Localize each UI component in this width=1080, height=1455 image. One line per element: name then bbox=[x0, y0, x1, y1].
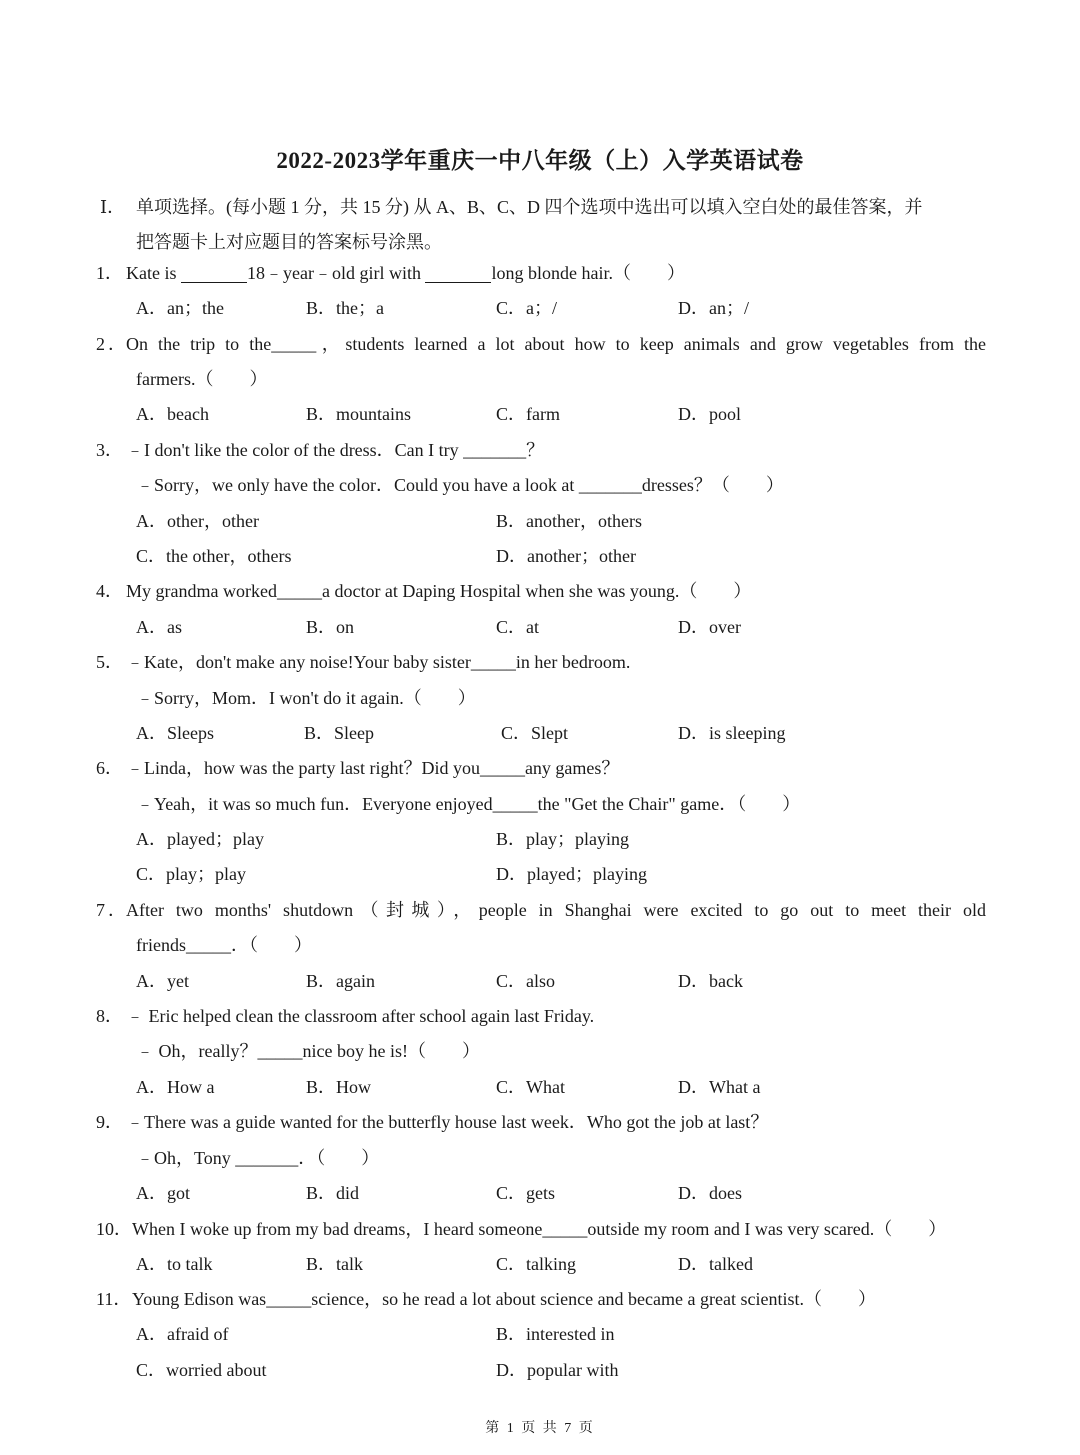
option-c: C．What bbox=[496, 1077, 565, 1097]
question-text: After two months' shutdown（封城），people in Shanghai were excited to go out to meet their old bbox=[126, 900, 986, 920]
question-continuation: ﹣Sorry，Mom．I won't do it again.（ ） bbox=[136, 688, 476, 708]
option-d: D．an；/ bbox=[678, 298, 749, 318]
page-title: 2022-2023学年重庆一中八年级（上）入学英语试卷 bbox=[276, 148, 804, 173]
question-number: 11． bbox=[96, 1289, 132, 1309]
question-text: ﹣ Eric helped clean the classroom after school again last Friday. bbox=[126, 1006, 595, 1026]
question-text: ﹣I don't like the color of the dress．Can I try _______？ bbox=[126, 440, 545, 460]
option-c: C．at bbox=[496, 617, 539, 637]
question-text: ﹣Linda，how was the party last right？Did you_____any games？ bbox=[126, 758, 620, 778]
question-10 bbox=[96, 1212, 986, 1247]
question-7 bbox=[96, 893, 986, 928]
option-b: B．mountains bbox=[306, 404, 412, 424]
question-text: long blonde hair.（ ） bbox=[491, 263, 685, 283]
question-number: 1． bbox=[96, 263, 123, 283]
question-continuation: ﹣ Oh，really？_____nice boy he is!（ ） bbox=[136, 1041, 480, 1061]
option-a: A．an；the bbox=[136, 298, 224, 318]
question-number: 7． bbox=[96, 900, 126, 920]
question-number: 2． bbox=[96, 334, 126, 354]
option-a: A．beach bbox=[136, 404, 209, 424]
question-continuation: ﹣Yeah，it was so much fun．Everyone enjoyed_____the "Get the Chair" game．（ ） bbox=[136, 794, 801, 814]
option-a: A．played；play bbox=[136, 829, 264, 849]
option-b: B．on bbox=[306, 617, 355, 637]
question-9 bbox=[96, 1105, 986, 1140]
answer-blank bbox=[181, 260, 247, 283]
option-c: C．talking bbox=[496, 1254, 576, 1274]
option-c: C．farm bbox=[496, 404, 560, 424]
question-text: Kate is bbox=[126, 263, 181, 283]
question-number: 6． bbox=[96, 758, 123, 778]
option-b: B．interested in bbox=[496, 1324, 615, 1344]
question-continuation: ﹣Oh，Tony _______．（ ） bbox=[136, 1148, 380, 1168]
option-b: B．Sleep bbox=[304, 723, 374, 743]
page-footer: 第 1 页 共 7 页 bbox=[485, 1421, 595, 1436]
question-3 bbox=[96, 433, 986, 468]
question-1 bbox=[96, 256, 986, 291]
option-d: D．played；playing bbox=[496, 864, 647, 884]
option-c: C．worried about bbox=[136, 1360, 267, 1380]
section-heading bbox=[100, 190, 990, 260]
option-a: A．as bbox=[136, 617, 182, 637]
question-text: ﹣There was a guide wanted for the butterfly house last week．Who got the job at last？ bbox=[126, 1112, 769, 1132]
option-a: A．to talk bbox=[136, 1254, 213, 1274]
option-c: C．gets bbox=[496, 1183, 556, 1203]
option-a: A．got bbox=[136, 1183, 190, 1203]
section-instruction-line2: 把答题卡上对应题目的答案标号涂黑。 bbox=[136, 232, 442, 252]
question-number: 5． bbox=[96, 652, 123, 672]
option-d: D．another；other bbox=[496, 546, 636, 566]
option-d: D．popular with bbox=[496, 1360, 619, 1380]
option-d: D．talked bbox=[678, 1254, 753, 1274]
option-b: B．talk bbox=[306, 1254, 363, 1274]
option-c: C．Slept bbox=[501, 723, 569, 743]
question-number: 4． bbox=[96, 581, 123, 601]
question-8 bbox=[96, 999, 986, 1034]
option-d: D．back bbox=[678, 971, 743, 991]
option-b: B．How bbox=[306, 1077, 372, 1097]
question-number: 10． bbox=[96, 1219, 132, 1239]
question-number: 8． bbox=[96, 1006, 123, 1026]
option-a: A．afraid of bbox=[136, 1324, 229, 1344]
option-d: D．does bbox=[678, 1183, 742, 1203]
option-a: A．other，other bbox=[136, 511, 259, 531]
question-text: On the trip to the_____，students learned a lot about how to keep animals and grow vegetables from the bbox=[126, 334, 986, 354]
question-text: My grandma worked_____a doctor at Daping Hospital when she was young.（ ） bbox=[126, 581, 752, 601]
option-d: D．pool bbox=[678, 404, 741, 424]
option-c: C．a；/ bbox=[496, 298, 557, 318]
question-text: Young Edison was_____science，so he read a lot about science and became a great scientist.（ ） bbox=[132, 1289, 876, 1309]
question-text: 18﹣year﹣old girl with bbox=[246, 263, 426, 283]
option-d: D．What a bbox=[678, 1077, 761, 1097]
option-d: D．over bbox=[678, 617, 741, 637]
question-11 bbox=[96, 1282, 986, 1317]
question-number: 3． bbox=[96, 440, 123, 460]
option-b: B．again bbox=[306, 971, 375, 991]
option-a: A．How a bbox=[136, 1077, 215, 1097]
question-continuation: farmers.（ ） bbox=[136, 369, 268, 389]
option-c: C．the other，others bbox=[136, 546, 292, 566]
option-b: B．play；playing bbox=[496, 829, 629, 849]
question-continuation: friends_____．（ ） bbox=[136, 935, 312, 955]
option-b: B．another，others bbox=[496, 511, 642, 531]
option-d: D．is sleeping bbox=[678, 723, 786, 743]
section-instruction-line1: 单项选择。(每小题 1 分，共 15 分) 从 A、B、C、D 四个选项中选出可以填入空白处的最佳答案，并 bbox=[136, 197, 923, 217]
option-a: A．Sleeps bbox=[136, 723, 214, 743]
section-number: Ⅰ． bbox=[100, 197, 126, 217]
question-text: ﹣Kate，don't make any noise!Your baby sister_____in her bedroom. bbox=[126, 652, 631, 672]
question-5 bbox=[96, 645, 986, 680]
option-c: C．play；play bbox=[136, 864, 246, 884]
answer-blank bbox=[425, 260, 491, 283]
option-b: B．the；a bbox=[306, 298, 384, 318]
question-2 bbox=[96, 327, 986, 362]
question-number: 9． bbox=[96, 1112, 123, 1132]
question-text: When I woke up from my bad dreams，I heard someone_____outside my room and I was very scared.（ ） bbox=[132, 1219, 947, 1239]
option-c: C．also bbox=[496, 971, 556, 991]
question-continuation: ﹣Sorry，we only have the color．Could you have a look at _______dresses？（ ） bbox=[136, 475, 784, 495]
option-b: B．did bbox=[306, 1183, 360, 1203]
question-6 bbox=[96, 751, 986, 786]
option-a: A．yet bbox=[136, 971, 189, 991]
question-4 bbox=[96, 574, 986, 609]
